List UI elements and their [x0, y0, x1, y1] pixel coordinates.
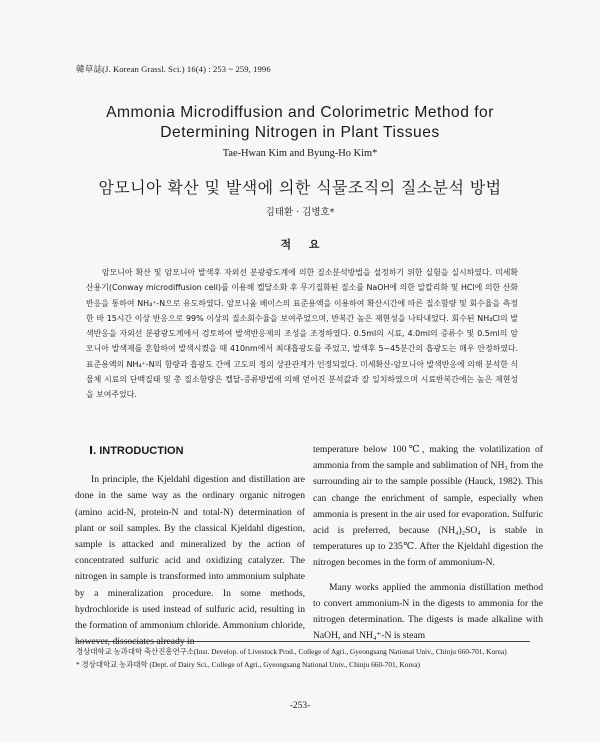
english-title [0, 103, 600, 143]
english-authors: Tae-Hwan Kim and Byung-Ho Kim* [222, 148, 378, 159]
introduction-paragraph-right-2: Many works applied the ammonia distillation method to convert ammonium-N in the digests to ammonia for the nitrogen determination. The digests is made alkaline with NaOH, and NH₄⁺-N is steam [313, 581, 543, 642]
footnotes [76, 646, 536, 671]
korean-authors: 김태환 · 김병호* [265, 207, 335, 218]
footnote-affiliation-2: * 경상대학교 농과대학 (Dept. of Dairy Sci., College of Agri., Gyeongsang National Univ., Chinju 660-701, Korea) [76, 659, 420, 669]
right-column [313, 442, 543, 644]
abstract-heading: 적 요 [280, 238, 320, 251]
footnote-divider [76, 641, 530, 642]
footnote-affiliation-1: 경상대학교 농과대학 축산진흥연구소(Inst. Develop. of Livestock Prod., College of Agri., Gyeongsang National Univ., Chinju 660-701, Korea) [76, 647, 507, 656]
introduction-paragraph-left: In principle, the Kjeldahl digestion and distillation are done in the same way as the ordinary organic nitrogen (amino acid-N, protein-N and total-N) determination of plant or soil samples. By the classical Kjeldahl digestion, sample is attacked and mineralized by the action of concentrated sulfuric acid and oxidizing catalyzer. The nitrogen in sample is transformed into ammonium sulphate by a mineralization procedure. In some methods, hydrochloride is used instead of sulfuric acid, resulting in the formation of ammonium chloride. Ammonium chloride, however, dissociates already in [75, 474, 305, 648]
journal-reference: 韓草誌(J. Korean Grassl. Sci.) 16(4) : 253 ~ 259, 1996 [76, 64, 271, 74]
left-column [75, 443, 305, 650]
page-number: -253- [289, 701, 311, 711]
introduction-heading: Ⅰ. INTRODUCTION [89, 445, 184, 457]
scan-edge-mark: · [595, 724, 598, 732]
abstract-text: 암모니아 확산 및 암모니아 발색후 자외선 분광광도계에 의한 질소분석방법을 설정하기 위한 실험을 실시하였다. 미세확산용기(Conway microdiffusion cell)를 이용해 켈달소화 후 무기질화된 질소를 NaOH에 의한 알칼리화 및 HCl에 의한 산화반응을 통하여 NH₄⁺-N으로 유도하였다. 암모니움 베이스의 표준용액을 이용하여 확산시간에 따른 질소함량 및 회수율을 측정한 바 15시간 이상 반응으로 99% 이상의 질소회수율을 보여주었으며, 반복간 높은 재현성을 나타내었다. 회수된 NH₄Cl의 발색반응을 자외선 분광광도계에서 검토하여 발색반응제의 조성을 조정하였다. 0.5ml의 시료, 4.0ml의 증류수 및 0.5ml의 암모니아 발색제를 혼합하여 발색시켰을 때 410nm에서 최대흡광도를 주었고, 발색후 5~45분간의 흡광도는 매우 안정하였다. 표준용액의 NH₄⁺-N의 함량과 흡광도 간에 고도의 정의 상관관계가 인정되었다. 미세확산-암모니아 발색반응에 의해 분석한 식물체 시료의 단백질태 및 총 질소함량은 켈달-증류방법에 의해 얻어진 분석값과 잘 일치하였으며 시료반복간에는 높은 재현성을 보여주었다. [86, 268, 518, 400]
english-title-line-1: Ammonia Microdiffusion and Colorimetric Method for [106, 104, 494, 121]
introduction-paragraph-right-1: temperature below 100℃, making the volatilization of ammonia from the sample and sublimation of NH₃ from the surrounding air to the sample possible (Hauck, 1982). This can change the enrichment of sample, especially when ammonia is present in the air used for evaporation. Sulfuric acid is preferred, because (NH₄)₂SO₄ is stable in temperatures up to 235℃. After the Kjeldahl digestion the nitrogen becomes in the form of ammonium-N. [313, 444, 543, 569]
english-title-line-2: Determining Nitrogen in Plant Tissues [160, 124, 440, 141]
korean-title: 암모니아 확산 및 발색에 의한 식물조직의 질소분석 방법 [98, 178, 502, 197]
